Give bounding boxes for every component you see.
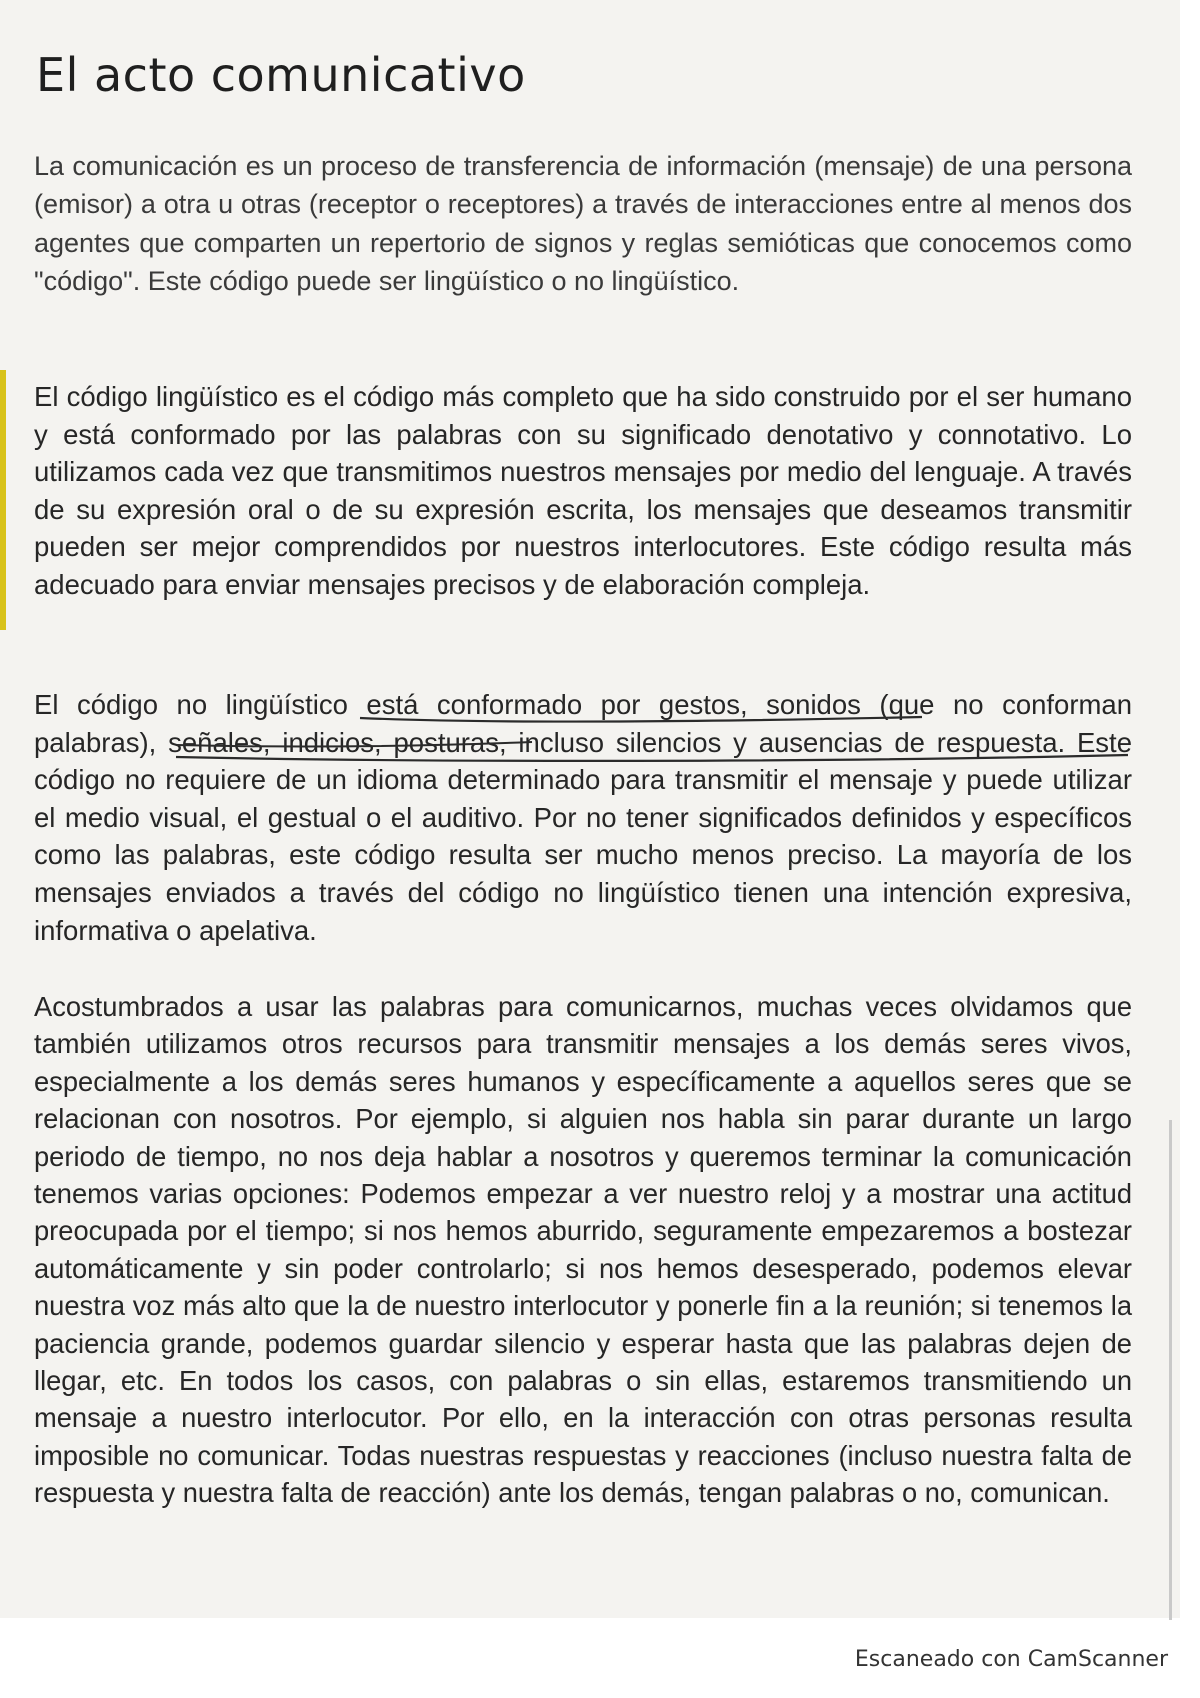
handwritten-strikethrough bbox=[176, 742, 532, 746]
paragraph-non-linguistic-code: El código no lingüístico está conformado por gestos, sonidos (que no conforman palabras), señales, indicios, posturas, incluso silencios y ausencias de respuesta. Este código no requiere de un idioma determinado para transmitir el mensaje y puede utilizar el medio visual, el gestual o el auditivo. Por no tener significados definidos y específicos como las palabras, este código resulta ser mucho menos preciso. La mayoría de los mensajes enviados a través del código no lingüístico tienen una intención expresiva, informativa o apelativa. bbox=[34, 689, 1132, 946]
handwritten-underline-1 bbox=[360, 717, 922, 722]
paragraph-linguistic-code: El código lingüístico es el código más completo que ha sido construido por el ser humano y está conformado por las palabras con su significado denotativo y connotativo. Lo utilizamos cada vez que transmitimos nuestros mensajes por medio del lenguaje. A través de su expresión oral o de su expresión escrita, los mensajes que deseamos transmitir pueden ser mejor comprendidos por nuestros interlocutores. Este código resulta más adecuado para enviar mensajes precisos y de elaboración compleja. bbox=[34, 381, 1132, 600]
paragraph-definition: La comunicación es un proceso de transferencia de información (mensaje) de una persona (emisor) a otra u otras (receptor o receptores) a través de interacciones entre al menos dos agentes que comparten un repertorio de signos y reglas semióticas que conocemos como "código". Este código puede ser lingüístico o no lingüístico. bbox=[34, 151, 1132, 296]
paragraph-examples: Acostumbrados a usar las palabras para comunicarnos, muchas veces olvidamos que también utilizamos otros recursos para transmitir mensajes a los demás seres vivos, especialmente a los demás seres humanos y específicamente a aquellos seres que se relacionan con nosotros. Por ejemplo, si alguien nos habla sin parar durante un largo periodo de tiempo, no nos deja hablar a nosotros y queremos terminar la comunicación tenemos varias opciones: Podemos empezar a ver nuestro reloj y a mostrar una actitud preocupada por el tiempo; si nos hemos aburrido, seguramente empezaremos a bostezar automáticamente y sin poder controlarlo; si nos hemos desesperado, podemos elevar nuestra voz más alto que la de nuestro interlocutor y ponerle fin a la reunión; si tenemos la paciencia grande, podemos guardar silencio y esperar hasta que las palabras dejen de llegar, etc. En todos los casos, con palabras o sin ellas, estaremos transmitiendo un mensaje a nuestro interlocutor. Por ello, en la interacción con otras personas resulta imposible no comunicar. Todas nuestras respuestas y reacciones (incluso nuestra falta de respuesta y nuestra falta de reacción) ante los demás, tengan palabras o no, comunican. bbox=[34, 991, 1132, 1509]
handwritten-underline-2 bbox=[176, 755, 1128, 761]
page-title: El acto comunicativo bbox=[36, 48, 526, 102]
camscanner-watermark: Escaneado con CamScanner bbox=[854, 1647, 1168, 1672]
